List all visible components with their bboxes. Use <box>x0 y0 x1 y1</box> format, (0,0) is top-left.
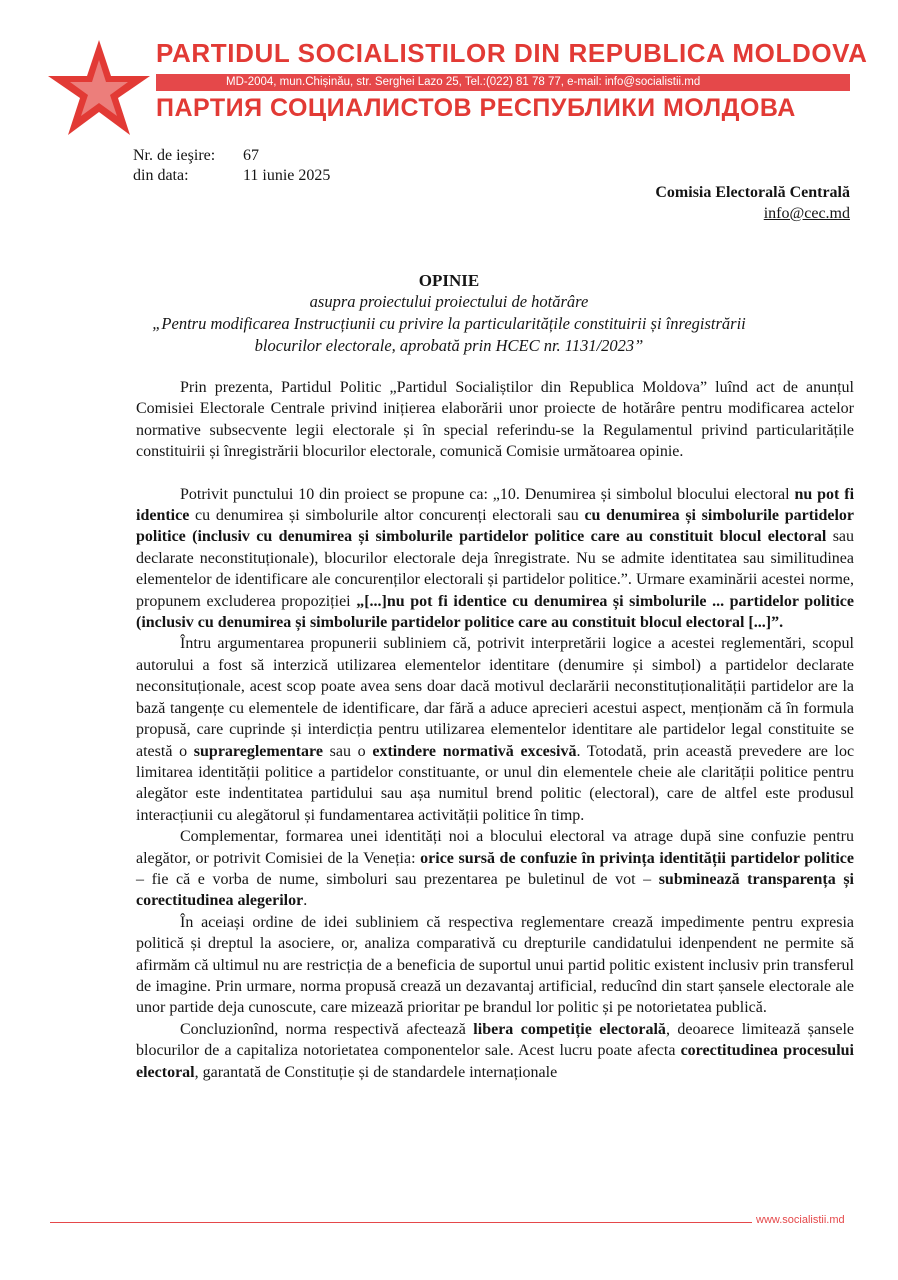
red-star-icon <box>44 38 154 138</box>
subtitle-line-1: asupra proiectului proiectului de hotărâre <box>309 292 589 311</box>
paragraph-conclusion: Concluzionînd, norma respectivă afectează libera competiție electorală, deoarece limitează șansele blocurilor de a capitaliza notorietatea componentelor sale. Acest lucru poate afecta corectitudinea procesului electoral, garantată de Constituție și de standardele internaționale <box>136 1020 855 1081</box>
date-label: din data: <box>133 167 189 184</box>
party-logo <box>44 38 154 138</box>
paragraph-argument: Întru argumentarea propunerii subliniem că, potrivit interpretării logice a acestei reglementări, scopul autorului a fost să interzică utilizarea elementelor identitare (denumire și simbol) a partidelor declarate neconsituționale, acest scop poate avea sens doar dacă motivul declarării neconstituționalității partidelor are la bază tangențe cu elementele de identificare, dar fără a aduce aprecieri acestui aspect, menționăm că în formula propusă, care cuprinde și interdicția pentru utilizarea elementelor identitare ale partidelor legal constituite se atestă o suprareglementare sau o extindere normativă excesivă. Totodată, prin această prevedere are loc limitarea identității politice a partidelor constituante, or unul din elementele cheie ale clarității politice pentru alegător este indentitatea partidului sau așa numitul brend politic (electoral), care de altfel este produsul interacțiunii cu alegătorul și fundamentarea activității politice în timp. <box>136 635 855 824</box>
footer-divider <box>50 1222 752 1223</box>
paragraph-venice: Complementar, formarea unei identități noi a blocului electoral va atrage după sine confuzie pentru alegător, or potrivit Comisiei de la Veneția: orice sursă de confuzie în privința identității partidelor politice – fie că e vorba de nume, simboluri sau prezentarea pe buletinul de vot – subminează transparența și corectitudinea alegerilor. <box>136 828 855 910</box>
date-value: 11 iunie 2025 <box>243 167 331 184</box>
outgoing-number-value: 67 <box>243 147 259 164</box>
party-name-ro: PARTIDUL SOCIALISTILOR DIN REPUBLICA MOLDOVA <box>156 38 868 68</box>
paragraph-point-10: Potrivit punctului 10 din proiect se propune ca: „10. Denumirea și simbolul blocului electoral nu pot fi identice cu denumirea și simbolurile altor concurenți electorali sau cu denumirea și simbolurile partidelor politice (inclusiv cu denumirea și simbolurile partidelor politice care au constituit blocul electoral sau declarate neconstituționale), blocurilor electorale deja înregistrate. Nu se admite identitatea sau similitudinea elementelor de identificare ale concurenților electorali și partidelor politice.”. Urmare examinării acestei norme, propunem excluderea propoziției „[...]nu pot fi identice cu denumirea și simbolurile ... partidelor politice (inclusiv cu denumirea și simbolurile partidelor politice care au constituit blocul electoral [...]”. <box>136 485 855 632</box>
paragraph-intro: Prin prezenta, Partidul Politic „Partidul Socialiștilor din Republica Moldova” luînd act de anunțul Comisiei Electorale Centrale privind inițierea elaborării unor proiecte de hotărâre pentru modificarea actelor normative subsecvente legii electorale și în special referindu-se la Regulamentul privind particularitățile constituirii și înregistrării blocurilor electorale, comunică Comisie următoarea opinie. <box>136 379 854 461</box>
outgoing-number-label: Nr. de ieşire: <box>133 147 216 164</box>
recipient-email[interactable]: info@cec.md <box>763 205 850 222</box>
document-title: OPINIE <box>418 271 480 290</box>
recipient-name: Comisia Electorală Centrală <box>655 184 850 201</box>
footer-website[interactable]: www.socialistii.md <box>756 1214 845 1226</box>
party-name-ru: ПАРТИЯ СОЦИАЛИСТОВ РЕСПУБЛИКИ МОЛДОВА <box>156 94 796 122</box>
subtitle-line-2: „Pentru modificarea Instrucțiunii cu privire la particularitățile constituirii și înregistrării <box>152 314 746 333</box>
document-body <box>136 377 854 1083</box>
paragraph-association: În aceiași ordine de idei subliniem că respectiva reglementare crează impedimente pentru expresia politică și dreptul la asociere, or, analiza comparativă cu drepturile candidatului idenpendent ne permite să afirmăm că ultimul nu are restricția de a beneficia de suportul unui partid politic existent inclusiv prin transferul de imagine. Prin urmare, norma propusă crează un dezavantaj artificial, reducînd din start șansele electorale ale unor partide deja cunoscute, care mizează prioritar pe brandul lor politic și pe notorietatea publică. <box>136 913 854 1017</box>
contact-bar: MD-2004, mun.Chișinău, str. Serghei Lazo 25, Tel.:(022) 81 78 77, e-mail: info@socialistii.md <box>156 74 850 91</box>
subtitle-line-3: blocurilor electorale, aprobată prin HCEC nr. 1131/2023” <box>254 336 644 355</box>
